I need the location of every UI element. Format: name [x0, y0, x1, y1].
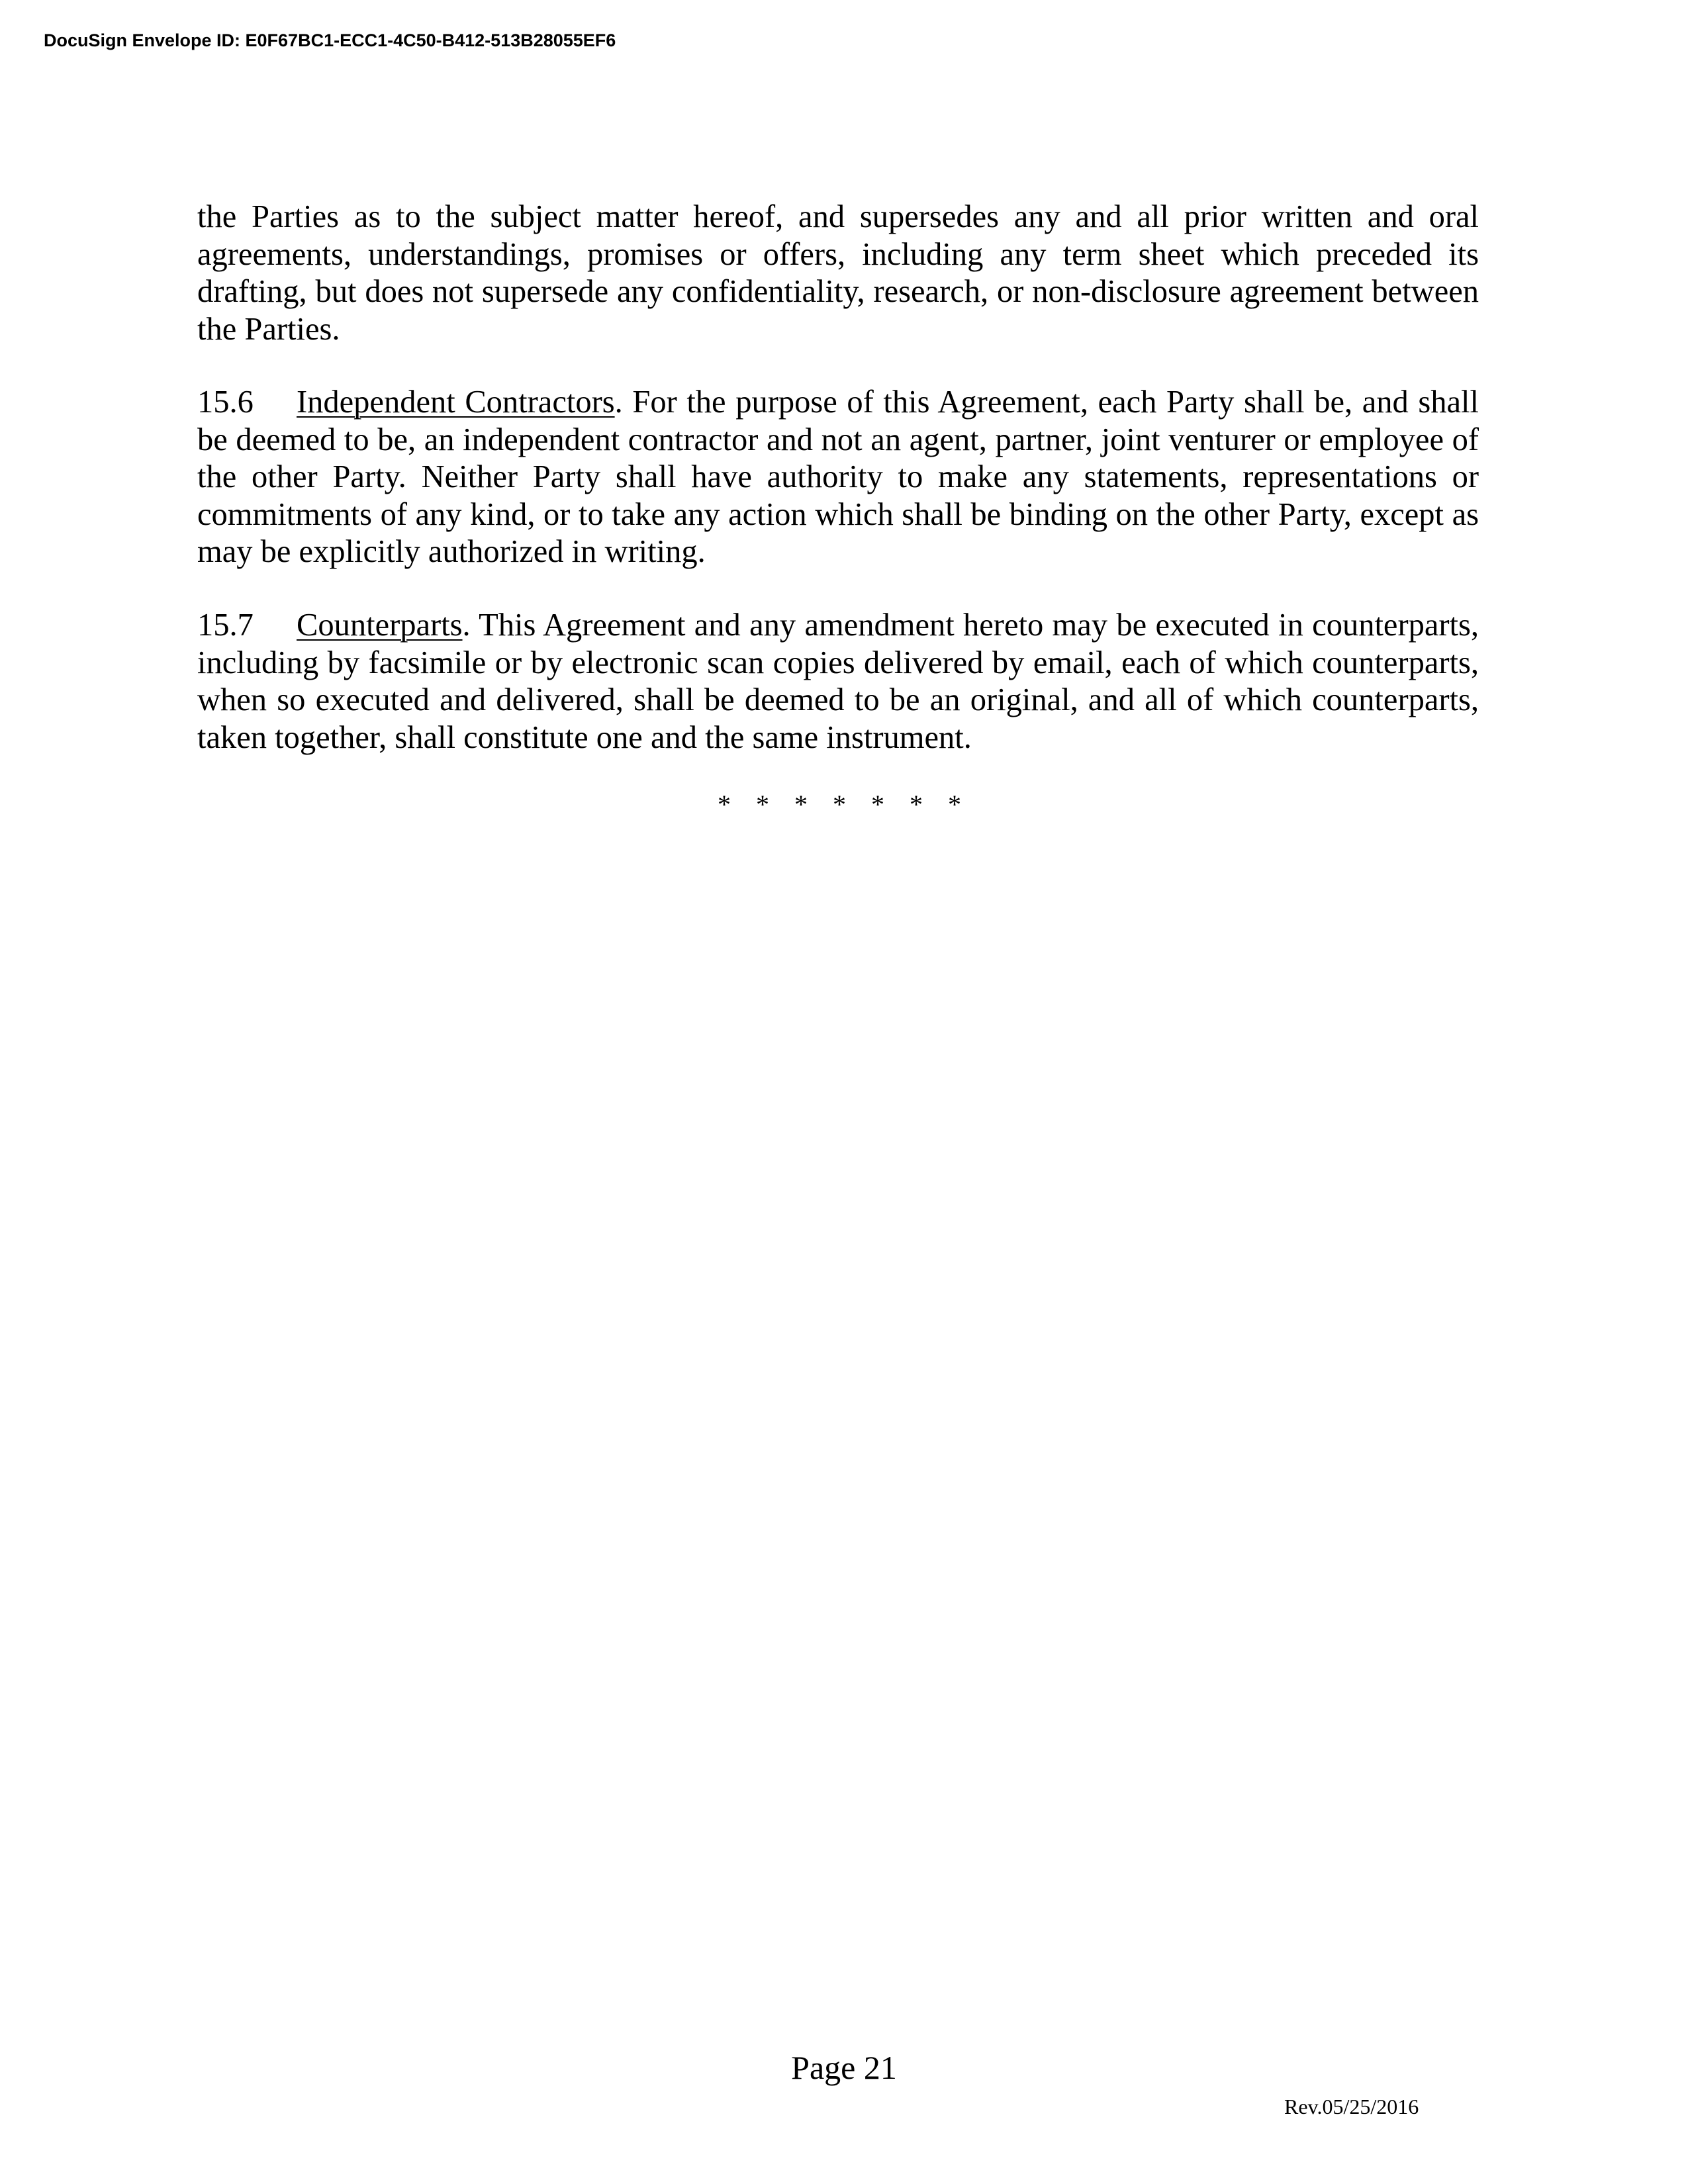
revision-date: Rev.05/25/2016 [1284, 2095, 1419, 2118]
end-of-text-separator: * * * * * * * [718, 790, 970, 819]
paragraph-continuation [197, 199, 1479, 348]
section-15-7 [197, 607, 1479, 756]
section-text: . This Agreement and any amendment hereto may be executed in counterparts, including by facsimile or by electronic scan copies delivered by email, each of which counterparts, when so executed and delivered, shall be deemed to be an original, and all of which counterparts, taken together, shall constitute one and the same instrument. [197, 608, 1479, 755]
section-15-6 [197, 384, 1479, 571]
section-number: 15.6 [197, 385, 254, 420]
paragraph-text: the Parties as to the subject matter hereof, and supersedes any and all prior written and oral agreements, understandings, promises or offers, including any term sheet which preceded its drafting, but does not supersede any confidentiality, research, or non-disclosure agreement between the Parties. [197, 199, 1479, 347]
section-number: 15.7 [197, 608, 254, 643]
section-text: . For the purpose of this Agreement, each Party shall be, and shall be deemed to be, an independent contractor and not an agent, partner, joint venturer or employee of the other Party. Neither Party shall have authority to make any statements, representations or commitments of any kind, or to take any action which shall be binding on the other Party, except as may be explicitly authorized in writing. [197, 385, 1479, 569]
section-heading: Independent Contractors [297, 385, 615, 420]
page-number: Page 21 [791, 2049, 897, 2086]
docusign-envelope-id: DocuSign Envelope ID: E0F67BC1-ECC1-4C50-B412-513B28055EF6 [44, 30, 616, 50]
section-heading: Counterparts [297, 608, 463, 643]
